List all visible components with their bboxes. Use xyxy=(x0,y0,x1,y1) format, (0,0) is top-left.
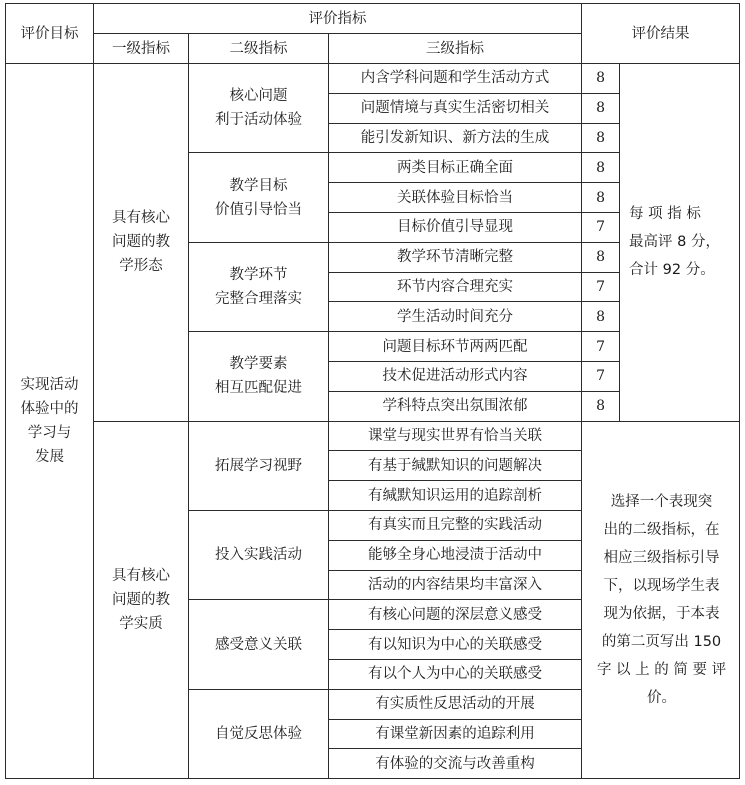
level3-cell: 两类目标正确全面 xyxy=(329,153,582,183)
level3-cell: 有核心问题的深层意义感受 xyxy=(329,600,582,630)
result-cell-scoring xyxy=(620,64,740,422)
result-line: 的第二页写出 150 xyxy=(601,633,722,650)
header-result: 评价结果 xyxy=(582,4,740,64)
target-line: 实现活动 xyxy=(20,377,79,394)
score-cell: 8 xyxy=(582,391,620,421)
level2-line: 利于活动体验 xyxy=(215,112,302,129)
level2-cell: 感受意义关联 xyxy=(189,600,329,689)
level3-cell: 有基于缄默知识的问题解决 xyxy=(329,451,582,481)
level3-cell: 问题目标环节两两匹配 xyxy=(329,332,582,362)
level3-cell: 能引发新知识、新方法的生成 xyxy=(329,123,582,153)
level2-cell xyxy=(189,242,329,331)
level1-line: 问题的教 xyxy=(112,591,170,608)
level3-cell: 有实质性反思活动的开展 xyxy=(329,689,582,719)
level2-line: 价值引导恰当 xyxy=(215,201,302,218)
level3-cell: 有以个人为中心的关联感受 xyxy=(329,659,582,689)
evaluation-target-cell xyxy=(6,64,94,779)
target-line: 体验中的 xyxy=(20,401,79,418)
score-cell: 8 xyxy=(582,64,620,94)
table-row xyxy=(6,421,740,451)
level2-cell: 拓展学习视野 xyxy=(189,421,329,510)
score-cell: 8 xyxy=(582,242,620,272)
header-level1: 一级指标 xyxy=(94,34,189,64)
level3-cell: 目标价值引导显现 xyxy=(329,212,582,242)
result-line: 最高评 8 分， xyxy=(629,234,720,251)
result-cell-written xyxy=(582,421,740,779)
score-cell: 8 xyxy=(582,93,620,123)
result-line: 字 以 上 的 简 要 评 xyxy=(596,661,727,678)
level3-cell: 有缄默知识运用的追踪剖析 xyxy=(329,481,582,511)
score-cell: 7 xyxy=(582,332,620,362)
level2-cell xyxy=(189,332,329,421)
level3-cell: 能够全身心地浸渍于活动中 xyxy=(329,540,582,570)
header-row-1 xyxy=(6,4,740,34)
level2-cell: 自觉反思体验 xyxy=(189,689,329,778)
level1-line: 学实质 xyxy=(119,615,163,632)
score-cell: 7 xyxy=(582,361,620,391)
level3-cell: 技术促进活动形式内容 xyxy=(329,361,582,391)
header-level2: 二级指标 xyxy=(189,34,329,64)
result-line: 合计 92 分。 xyxy=(629,262,715,279)
level3-cell: 课堂与现实世界有恰当关联 xyxy=(329,421,582,451)
score-cell: 7 xyxy=(582,212,620,242)
result-line: 现为依据，于本表 xyxy=(603,605,720,622)
header-indicators: 评价指标 xyxy=(94,4,582,34)
level1-line: 具有核心 xyxy=(112,210,170,227)
level1-cell-substance xyxy=(94,421,189,779)
score-cell: 8 xyxy=(582,302,620,332)
level3-cell: 内含学科问题和学生活动方式 xyxy=(329,64,582,94)
table-row xyxy=(6,64,740,94)
result-line: 每 项 指 标 xyxy=(629,206,701,223)
level3-cell: 有以知识为中心的关联感受 xyxy=(329,630,582,660)
level2-cell: 投入实践活动 xyxy=(189,510,329,599)
target-line: 学习与 xyxy=(27,425,72,442)
evaluation-table-wrapper xyxy=(5,3,740,779)
level1-line: 问题的教 xyxy=(112,234,170,251)
result-line: 相应三级指标引导 xyxy=(603,549,720,566)
level3-cell: 关联体验目标恰当 xyxy=(329,183,582,213)
score-cell: 8 xyxy=(582,123,620,153)
level2-line: 教学要素 xyxy=(229,356,288,373)
result-line: 价。 xyxy=(647,689,677,706)
level3-cell: 有体验的交流与改善重构 xyxy=(329,749,582,779)
level2-line: 教学环节 xyxy=(229,266,288,283)
level1-line: 学形态 xyxy=(119,258,163,275)
result-line: 出的二级指标，在 xyxy=(603,521,720,538)
level3-cell: 问题情境与真实生活密切相关 xyxy=(329,93,582,123)
level1-cell-form xyxy=(94,64,189,422)
level2-line: 教学目标 xyxy=(229,177,288,194)
level3-cell: 有真实而且完整的实践活动 xyxy=(329,510,582,540)
score-cell: 8 xyxy=(582,183,620,213)
level2-cell xyxy=(189,153,329,242)
target-line: 发展 xyxy=(35,449,64,466)
level3-cell: 教学环节清晰完整 xyxy=(329,242,582,272)
level2-line: 核心问题 xyxy=(229,88,288,105)
level3-cell: 环节内容合理充实 xyxy=(329,272,582,302)
header-target: 评价目标 xyxy=(6,4,94,64)
score-cell: 8 xyxy=(582,153,620,183)
level3-cell: 活动的内容结果均丰富深入 xyxy=(329,570,582,600)
level1-line: 具有核心 xyxy=(112,567,170,584)
score-cell: 7 xyxy=(582,272,620,302)
result-line: 选择一个表现突 xyxy=(610,493,713,510)
level2-cell xyxy=(189,64,329,153)
level2-line: 相互匹配促进 xyxy=(215,380,302,397)
header-level3: 三级指标 xyxy=(329,34,582,64)
level3-cell: 学科特点突出氛围浓郁 xyxy=(329,391,582,421)
level2-line: 完整合理落实 xyxy=(215,290,302,307)
level3-cell: 有课堂新因素的追踪利用 xyxy=(329,719,582,749)
result-line: 下，以现场学生表 xyxy=(603,577,720,594)
evaluation-table xyxy=(5,3,740,779)
level3-cell: 学生活动时间充分 xyxy=(329,302,582,332)
